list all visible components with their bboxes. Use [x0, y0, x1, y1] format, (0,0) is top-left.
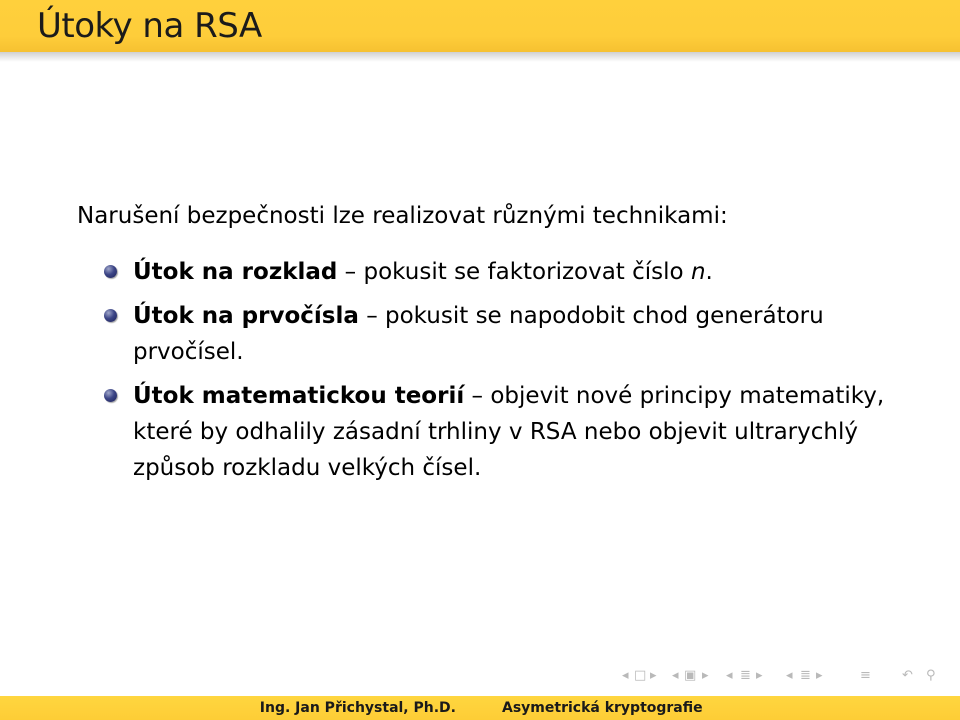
footer-author: Ing. Jan Přichystal, Ph.D.: [259, 700, 456, 716]
slide-prev-icon[interactable]: ◂: [622, 668, 629, 683]
frame-next-icon[interactable]: ▸: [702, 668, 709, 683]
slide-body: [77, 198, 897, 494]
section-prev-icon[interactable]: ◂: [786, 668, 793, 683]
slide-next-icon[interactable]: ▸: [650, 668, 657, 683]
footer-author-box: [0, 696, 480, 720]
frame-nav-icon[interactable]: ▣: [684, 668, 697, 683]
section-next-icon[interactable]: ▸: [816, 668, 823, 683]
list-item: [77, 378, 897, 486]
item-text: pokusit se faktorizovat číslo: [363, 259, 691, 285]
list-item: [77, 298, 897, 370]
subsection-prev-icon[interactable]: ◂: [726, 668, 733, 683]
item-title: Útok na prvočísla: [133, 303, 359, 329]
back-icon[interactable]: ↶: [902, 668, 913, 683]
item-dash: –: [358, 303, 386, 329]
intro-text: Narušení bezpečnosti lze realizovat různými technikami:: [77, 203, 728, 229]
list-item: [77, 254, 897, 290]
slide-nav-icon[interactable]: □: [634, 668, 647, 683]
search-icon[interactable]: ⚲: [926, 668, 936, 683]
footer-bar: [0, 696, 960, 720]
item-title: Útok na rozklad: [133, 259, 338, 285]
section-nav-icon[interactable]: ≣: [800, 668, 811, 683]
bullet-icon: [104, 309, 117, 322]
title-bar: [0, 0, 960, 52]
item-math: n: [690, 259, 706, 285]
frame-prev-icon[interactable]: ◂: [672, 668, 679, 683]
item-dash: –: [337, 259, 364, 285]
subsection-next-icon[interactable]: ▸: [756, 668, 763, 683]
item-tail: .: [705, 259, 713, 285]
item-dash: –: [464, 383, 491, 409]
align-icon[interactable]: ≡: [860, 668, 871, 683]
item-title: Útok matematickou teorií: [133, 383, 465, 409]
bullet-icon: [104, 265, 117, 278]
subsection-nav-icon[interactable]: ≣: [740, 668, 751, 683]
footer-course-box: [480, 696, 960, 720]
footer-course: Asymetrická kryptografie: [502, 700, 703, 716]
title-bar-shadow: [0, 52, 960, 62]
navigation-symbols: [0, 668, 960, 690]
bullet-icon: [104, 389, 117, 402]
attack-list: [77, 254, 897, 486]
item-text: pokusit se napodobit chod generátoru prvočísel.: [133, 303, 824, 365]
slide-title: Útoky na RSA: [37, 6, 262, 46]
item-text: objevit nové principy matematiky, které by odhalily zásadní trhliny v RSA nebo objevit ultrarychlý způsob rozkladu velkých čísel.: [133, 383, 885, 481]
